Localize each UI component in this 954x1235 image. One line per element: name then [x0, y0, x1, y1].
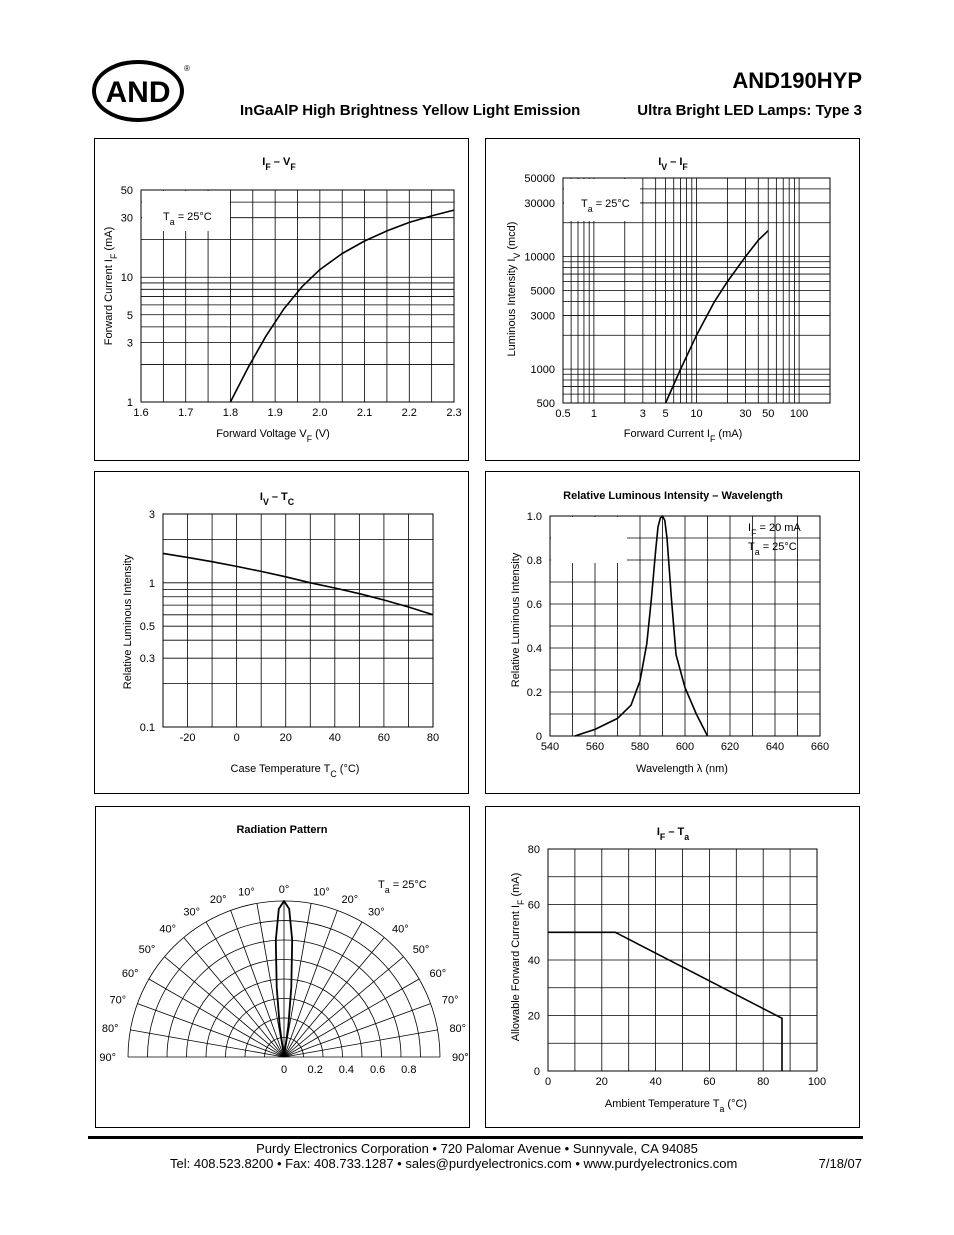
y-axis-label [506, 222, 522, 357]
x-tick-label: 600 [675, 741, 695, 753]
x-tick-label: 1 [590, 408, 597, 420]
radial-tick-label: 0.8 [401, 1064, 417, 1076]
x-axis-label-part-2: (°C) [336, 763, 360, 775]
angle-label-right: 50° [412, 944, 430, 957]
chart-title-part-1: F [265, 162, 271, 172]
chart-title-part-3: a [684, 832, 690, 842]
footer-date: 7/18/07 [818, 1156, 862, 1171]
y-tick-label: 500 [536, 398, 555, 410]
x-axis-label-part-2: (V) [312, 428, 330, 440]
chart-svg [96, 807, 469, 1127]
plot-grid [163, 514, 433, 727]
temp-annotation [748, 541, 797, 557]
angle-label-right: 60° [429, 968, 447, 980]
y-axis-label [103, 227, 119, 345]
current-annotation-part-0: I [748, 522, 752, 534]
x-tick-label: 40 [649, 1076, 662, 1088]
x-axis-label-part-2: (mA) [715, 428, 743, 440]
temp-annotation-part-1: a [169, 217, 175, 227]
y-tick-label: 0.1 [139, 722, 155, 734]
temp-annotation-part-2: = 25°C [592, 198, 630, 210]
y-tick-label: 1000 [530, 364, 555, 377]
x-axis-label-part-1: a [719, 1104, 725, 1114]
y-tick-label: 80 [527, 844, 540, 856]
y-axis-label-part-0: Luminous Intensity I [506, 258, 518, 357]
y-tick-label: 5000 [530, 285, 555, 298]
x-axis-label [216, 428, 330, 444]
angle-label-left: 30° [183, 906, 200, 919]
chart-title-part-3: F [682, 162, 688, 172]
y-tick-label: 30 [120, 212, 133, 225]
x-tick-label: 1.8 [222, 407, 239, 419]
temp-annotation-part-1: a [754, 547, 760, 557]
x-tick-label: 80 [757, 1076, 770, 1088]
x-axis-label-part-0: Case Temperature T [230, 763, 331, 775]
radial-tick-label: 0.4 [338, 1064, 355, 1076]
x-tick-label: 60 [377, 732, 391, 744]
y-tick-label: 60 [527, 899, 540, 912]
y-axis-label-part-0: Allowable Forward Current I [510, 904, 522, 1042]
x-tick-label: 2.3 [446, 407, 462, 419]
y-tick-label: 0.4 [526, 643, 542, 655]
chart-title-part-2: – T [665, 826, 685, 838]
y-tick-label: 1.0 [526, 511, 542, 523]
angle-label-left: 80° [101, 1022, 119, 1035]
x-tick-label: 3 [639, 408, 646, 420]
and-logo [92, 58, 192, 122]
temp-annotation-part-2: = 25°C [389, 879, 427, 891]
angle-label-right: 20° [341, 894, 359, 907]
chart-title [658, 156, 688, 172]
chart-title [262, 156, 296, 172]
x-tick-label: 20 [595, 1076, 608, 1088]
angle-label-right: 90° [452, 1052, 469, 1064]
y-tick-label: 3 [126, 337, 133, 350]
x-axis-label [605, 1098, 747, 1114]
chart-panel-iv-tc [94, 471, 469, 794]
y-tick-label: 10 [120, 272, 133, 285]
current-annotation-part-2: = 20 mA [756, 522, 801, 534]
y-axis-label [510, 873, 526, 1042]
logo-text: AND [105, 76, 171, 109]
x-axis-label-part-2: (°C) [724, 1098, 748, 1110]
chart-title [657, 826, 689, 842]
x-tick-label: 0 [544, 1076, 552, 1088]
x-tick-label: 20 [279, 732, 292, 744]
series-line [548, 932, 782, 1071]
angle-label-center: 0° [278, 884, 290, 896]
radial-tick-label: 0 [280, 1064, 288, 1076]
angle-label-right: 70° [441, 994, 459, 1007]
temp-annotation-part-1: a [587, 204, 593, 214]
y-axis-label-part-2: (mA) [103, 226, 115, 254]
x-tick-label: 80 [426, 732, 440, 744]
angle-label-right: 30° [368, 906, 385, 919]
x-tick-label: 40 [328, 732, 341, 744]
y-axis-label-part-0: Forward Current I [103, 259, 115, 346]
x-axis-label: Wavelength λ (nm) [636, 763, 728, 775]
x-tick-label: 560 [585, 741, 605, 753]
x-tick-label: 2.0 [312, 407, 328, 419]
chart-title-part-0: I [259, 491, 263, 503]
chart-svg [95, 139, 468, 460]
chart-svg [486, 139, 859, 460]
angle-label-right: 10° [313, 886, 330, 899]
temp-annotation-part-0: T [163, 211, 170, 223]
x-tick-label: 1.9 [267, 407, 283, 419]
angle-label-left: 60° [121, 968, 139, 980]
y-tick-label: 30000 [524, 197, 555, 210]
x-tick-label: 30 [739, 408, 752, 420]
x-tick-label: 1.7 [178, 407, 194, 419]
y-axis-label: Relative Luminous Intensity [510, 552, 522, 688]
chart-panel-if-ta [485, 806, 860, 1128]
x-axis-label-part-1: C [330, 769, 337, 779]
x-tick-label: 540 [540, 741, 560, 753]
chart-title-part-2: – V [270, 156, 291, 168]
y-tick-label: 50000 [524, 173, 555, 185]
x-axis-label-part-0: Forward Current I [623, 428, 710, 440]
x-axis-label [624, 428, 742, 444]
x-axis-label-part-1: F [306, 434, 313, 444]
temp-annotation-part-0: T [378, 879, 385, 891]
chart-title-part-1: V [262, 497, 269, 507]
plot-frame [163, 514, 433, 727]
x-tick-label: 0.5 [555, 408, 571, 420]
chart-title-part-3: F [290, 162, 296, 172]
chart-panel-rel-wavelength [485, 471, 860, 794]
radial-tick-label: 0.2 [307, 1064, 323, 1076]
annotation-box [551, 517, 627, 563]
temp-annotation-part-0: T [581, 198, 588, 210]
y-axis-label: Relative Luminous Intensity [122, 554, 134, 690]
temp-annotation-part-1: a [384, 885, 390, 895]
y-tick-label: 40 [527, 955, 540, 967]
y-tick-label: 50 [120, 185, 133, 197]
x-axis-label-part-0: Ambient Temperature T [604, 1098, 720, 1110]
y-tick-label: 0 [533, 1066, 540, 1078]
y-tick-label: 10000 [524, 251, 555, 264]
x-axis-label-part-0: Forward Voltage V [216, 428, 307, 440]
y-tick-label: 0.3 [139, 653, 155, 666]
angle-label-left: 20° [209, 894, 227, 907]
y-axis-label-part-2: (mA) [510, 872, 522, 900]
product-subtitle: InGaAlP High Brightness Yellow Light Emission [240, 102, 581, 119]
current-annotation-part-1: F [751, 528, 757, 538]
angle-label-left: 10° [238, 886, 255, 899]
x-tick-label: 100 [789, 408, 809, 420]
y-tick-label: 1 [148, 577, 155, 590]
chart-title: Relative Luminous Intensity – Wavelength [563, 490, 783, 502]
y-tick-label: 20 [527, 1010, 540, 1023]
x-tick-label: -20 [179, 732, 196, 744]
chart-title-part-3: C [287, 497, 295, 507]
series-line [163, 553, 433, 614]
angle-label-left: 50° [138, 944, 156, 957]
angle-label-right: 80° [449, 1022, 467, 1035]
footer-contact: Tel: 408.523.8200 • Fax: 408.733.1287 • sales@purdyelectronics.com • www.purdyelectronics.com [170, 1156, 738, 1171]
y-axis-label-part-1: F [109, 253, 119, 260]
chart-title: Radiation Pattern [236, 824, 328, 836]
plot-grid [548, 849, 817, 1071]
chart-title [260, 491, 295, 507]
chart-title-part-2: – I [667, 156, 683, 168]
x-tick-label: 640 [765, 741, 785, 753]
x-tick-label: 1.6 [133, 407, 149, 419]
chart-title-part-2: – T [268, 491, 288, 503]
angle-label-left: 90° [99, 1052, 116, 1064]
x-tick-label: 60 [703, 1076, 716, 1088]
y-tick-label: 0.8 [526, 555, 542, 567]
chart-svg [486, 807, 859, 1127]
x-tick-label: 10 [690, 408, 703, 420]
temp-annotation-part-0: T [748, 541, 755, 553]
y-tick-label: 0.6 [526, 599, 542, 611]
footer-address: Purdy Electronics Corporation • 720 Palomar Avenue • Sunnyvale, CA 94085 [256, 1141, 698, 1156]
x-axis-label-part-1: F [709, 434, 716, 444]
chart-title-part-0: I [656, 826, 660, 838]
part-number: AND190HYP [732, 68, 862, 93]
y-tick-label: 5 [126, 309, 133, 322]
y-axis-label-part-1: F [516, 899, 526, 905]
y-axis-label-part-2: (mcd) [506, 221, 518, 253]
chart-title-part-1: F [659, 832, 666, 842]
temp-annotation [378, 879, 427, 895]
x-tick-label: 5 [662, 408, 669, 420]
chart-panel-radiation-pattern [95, 806, 470, 1128]
chart-svg [95, 472, 468, 793]
x-axis-label [231, 763, 360, 779]
x-tick-label: 50 [762, 408, 775, 420]
angle-label-left: 70° [109, 994, 127, 1007]
chart-title-part-0: I [658, 156, 662, 168]
y-tick-label: 1 [126, 397, 133, 409]
chart-panel-if-vf [94, 138, 469, 461]
footer-rule [88, 1136, 863, 1139]
x-tick-label: 0 [233, 732, 240, 744]
y-tick-label: 3000 [530, 310, 555, 323]
x-tick-label: 2.2 [401, 407, 417, 419]
chart-title-part-1: V [661, 162, 668, 172]
x-tick-label: 2.1 [356, 407, 373, 419]
chart-svg [486, 472, 859, 793]
chart-title-part-0: I [262, 156, 266, 168]
registered-mark: ® [184, 64, 190, 73]
y-tick-label: 3 [148, 509, 155, 521]
y-tick-label: 0.2 [526, 687, 542, 699]
y-tick-label: 0 [535, 731, 542, 743]
temp-annotation-part-2: = 25°C [759, 541, 797, 553]
chart-panel-iv-if [485, 138, 860, 461]
x-tick-label: 100 [807, 1076, 827, 1088]
temp-annotation-part-2: = 25°C [174, 211, 212, 223]
angle-label-right: 40° [391, 923, 409, 936]
x-tick-label: 620 [720, 741, 740, 753]
x-tick-label: 660 [810, 741, 830, 753]
radial-tick-label: 0.6 [369, 1064, 386, 1076]
product-type: Ultra Bright LED Lamps: Type 3 [637, 102, 862, 119]
angle-label-left: 40° [159, 923, 177, 936]
y-axis-label-part-1: V [512, 252, 522, 259]
y-tick-label: 0.5 [139, 621, 155, 634]
x-tick-label: 580 [630, 741, 650, 753]
